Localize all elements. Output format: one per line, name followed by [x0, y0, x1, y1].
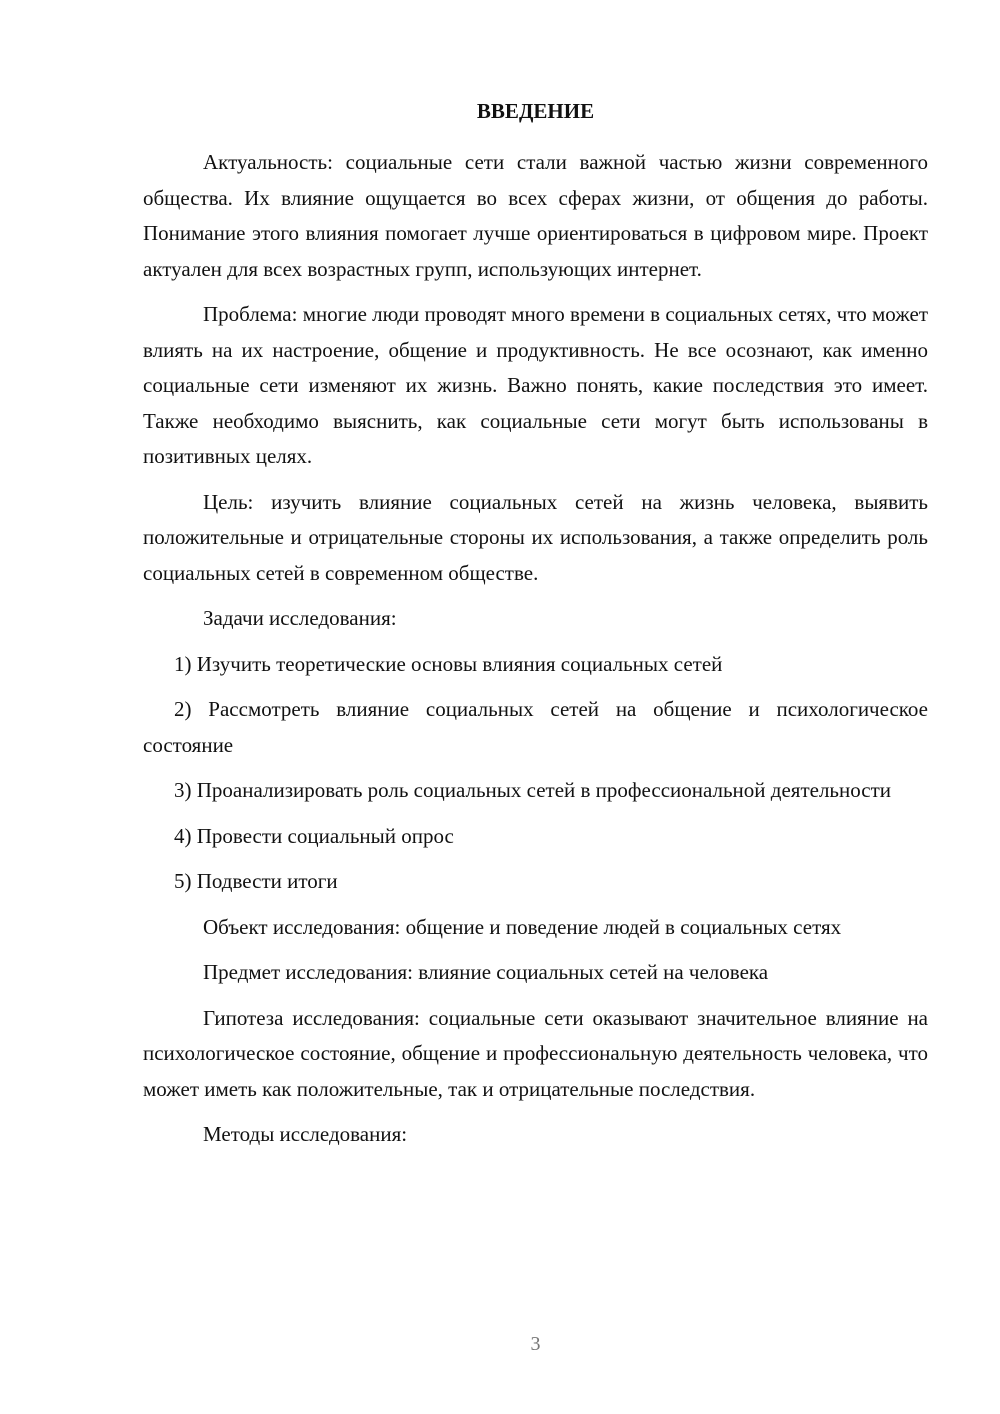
subject-paragraph: Предмет исследования: влияние социальных сетей на человека: [203, 960, 769, 984]
task-item-2: 2) Рассмотреть влияние социальных сетей на общение и психологическое состояние: [143, 697, 928, 757]
document-page: [143, 96, 928, 1163]
methods-heading: Методы исследования:: [203, 1122, 408, 1146]
task-item-4: 4) Провести социальный опрос: [174, 823, 454, 848]
page-number: 3: [530, 1333, 541, 1355]
page-title: ВВЕДЕНИЕ: [476, 99, 595, 123]
task-item-1: 1) Изучить теоретические основы влияния социальных сетей: [174, 651, 723, 676]
tasks-heading: Задачи исследования:: [203, 606, 397, 630]
goal-paragraph: Цель: изучить влияние социальных сетей на жизнь человека, выявить положительные и отрицательные стороны их использования, а также определить роль социальных сетей в современном обществе.: [143, 489, 928, 585]
problem-paragraph: Проблема: многие люди проводят много времени в социальных сетях, что может влиять на их настроение, общение и продуктивность. Не все осознают, как именно социальные сети изменяют их жизнь. Важно понять, какие последствия это имеет. Также необходимо выяснить, как социальные сети могут быть использованы в позитивных целях.: [143, 302, 928, 468]
hypothesis-paragraph: Гипотеза исследования: социальные сети оказывают значительное влияние на психологическое состояние, общение и профессиональную деятельность человека, что может иметь как положительные, так и отрицательные последствия.: [143, 1005, 928, 1101]
relevance-paragraph: Актуальность: социальные сети стали важной частью жизни современного общества. Их влияние ощущается во всех сферах жизни, от общения до работы. Понимание этого влияния помогает лучше ориентироваться в цифровом мире. Проект актуален для всех возрастных групп, использующих интернет.: [143, 150, 928, 281]
task-item-3: 3) Проанализировать роль социальных сетей в профессиональной деятельности: [174, 778, 891, 802]
task-item-5: 5) Подвести итоги: [174, 869, 338, 893]
object-paragraph: Объект исследования: общение и поведение людей в социальных сетях: [203, 914, 842, 939]
